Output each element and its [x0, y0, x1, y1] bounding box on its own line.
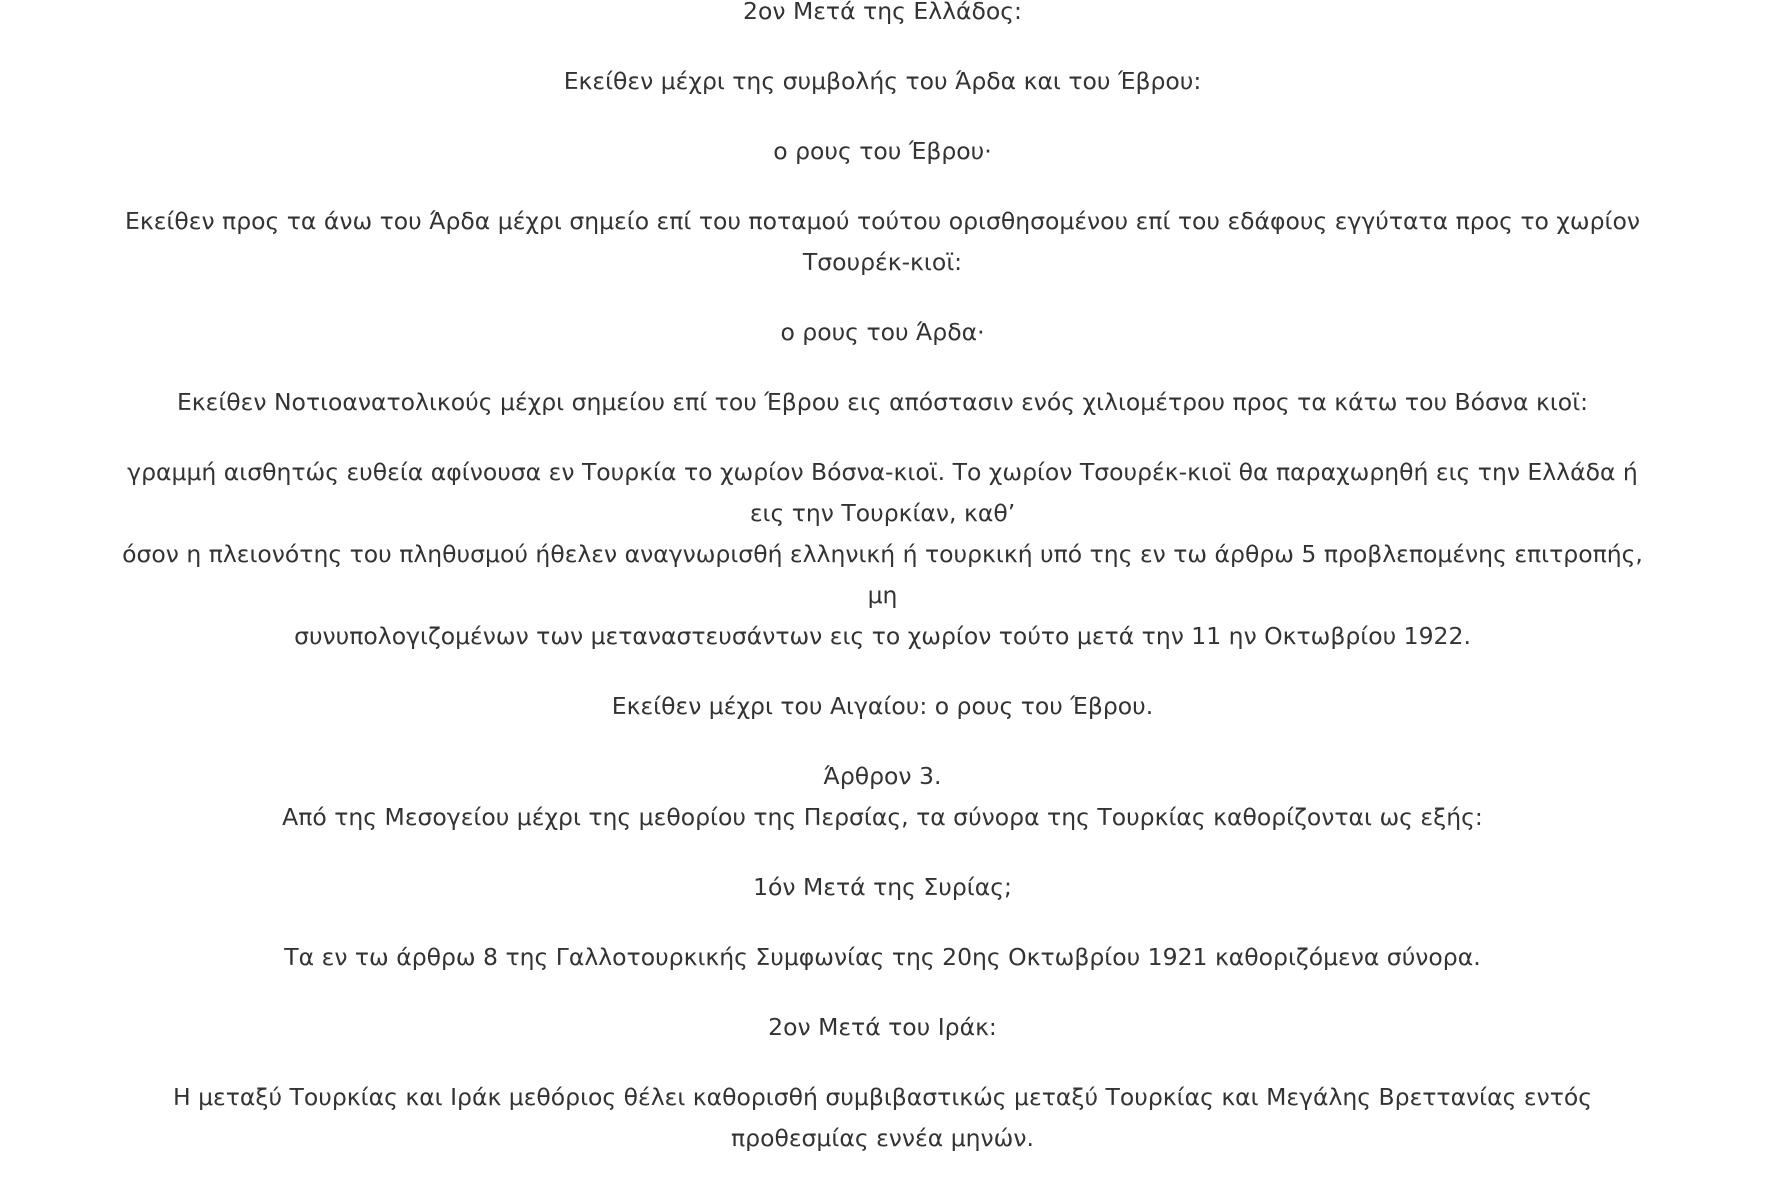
paragraph-line: 2ον Μετά της Ελλάδος: [743, 0, 1022, 25]
article-3-heading: Άρθρον 3. [823, 762, 942, 790]
paragraph-line: Τσουρέκ-κιοϊ: [802, 248, 963, 276]
paragraph-line: 2ον Μετά του Ιράκ: [768, 1013, 997, 1041]
paragraph-line: Τα εν τω άρθρω 8 της Γαλλοτουρκικής Συμφωνίας της 20ης Οκτωβρίου 1921 καθοριζόμενα σύνορα. [284, 943, 1481, 971]
paragraph-southeast-bosna [10, 382, 1755, 423]
paragraph-line: Εκείθεν μέχρι του Αιγαίου: ο ρους του Έβρου. [611, 692, 1154, 720]
paragraph-iraq-frontier [10, 1077, 1755, 1159]
article-body [10, 0, 1755, 1188]
paragraph-line: Εκείθεν Νοτιοανατολικούς μέχρι σημείου επί του Έβρου εις απόστασιν ενός χιλιομέτρου προς τα κάτω του Βόσνα κιοϊ: [176, 388, 1589, 416]
paragraph-to-aegean [10, 686, 1755, 727]
paragraph-article-3 [10, 756, 1755, 838]
paragraph-evros-course [10, 131, 1755, 172]
paragraph-line: προθεσμίας εννέα μηνών. [731, 1124, 1034, 1152]
paragraph-line: μη [867, 581, 898, 609]
paragraph-line: Εκείθεν προς τα άνω του Άρδα μέχρι σημείο επί του ποταμού τούτου ορισθησομένου επί του εδάφους εγγύτατα προς το χωρίον [125, 207, 1640, 235]
paragraph-line: όσον η πλειονότης του πληθυσμού ήθελεν αναγνωρισθή ελληνική ή τουρκική υπό της εν τω άρθρω 5 προβλεπομένης επιτροπής, [122, 540, 1643, 568]
paragraph-line: Από της Μεσογείου μέχρι της μεθορίου της Περσίας, τα σύνορα της Τουρκίας καθορίζονται ως εξής: [282, 803, 1483, 831]
paragraph-line: 1όν Μετά της Συρίας; [753, 873, 1012, 901]
paragraph-syria-heading [10, 867, 1755, 908]
paragraph-iraq-heading [10, 1007, 1755, 1048]
paragraph-line: Η μεταξύ Τουρκίας και Ιράκ μεθόριος θέλει καθορισθή συμβιβαστικώς μεταξύ Τουρκίας και Μεγάλης Βρεττανίας εντός [172, 1083, 1593, 1111]
paragraph-line: γραμμή αισθητώς ευθεία αφίνουσα εν Τουρκία το χωρίον Βόσνα-κιοϊ. Το χωρίον Τσουρέκ-κιοϊ θα παραχωρηθή εις την Ελλάδα ή [127, 458, 1638, 486]
paragraph-line: ο ρους του Άρδα· [780, 318, 985, 346]
paragraph-line: εις την Τουρκίαν, καθ’ [749, 499, 1016, 527]
paragraph-line: Εκείθεν μέχρι της συμβολής του Άρδα και του Έβρου: [563, 67, 1202, 95]
paragraph-arda-course [10, 312, 1755, 353]
paragraph-line: ο ρους του Έβρου· [773, 137, 992, 165]
paragraph-straight-line [10, 452, 1755, 657]
paragraph-franco-turkish [10, 937, 1755, 978]
paragraph-upstream-arda [10, 201, 1755, 283]
paragraph-line: συνυπολογιζομένων των μεταναστευσάντων εις το χωρίον τούτο μετά την 11 ην Οκτωβρίου 1922. [294, 622, 1471, 650]
paragraph-arda-evros-confluence [10, 61, 1755, 102]
paragraph-greece-heading [10, 0, 1755, 32]
